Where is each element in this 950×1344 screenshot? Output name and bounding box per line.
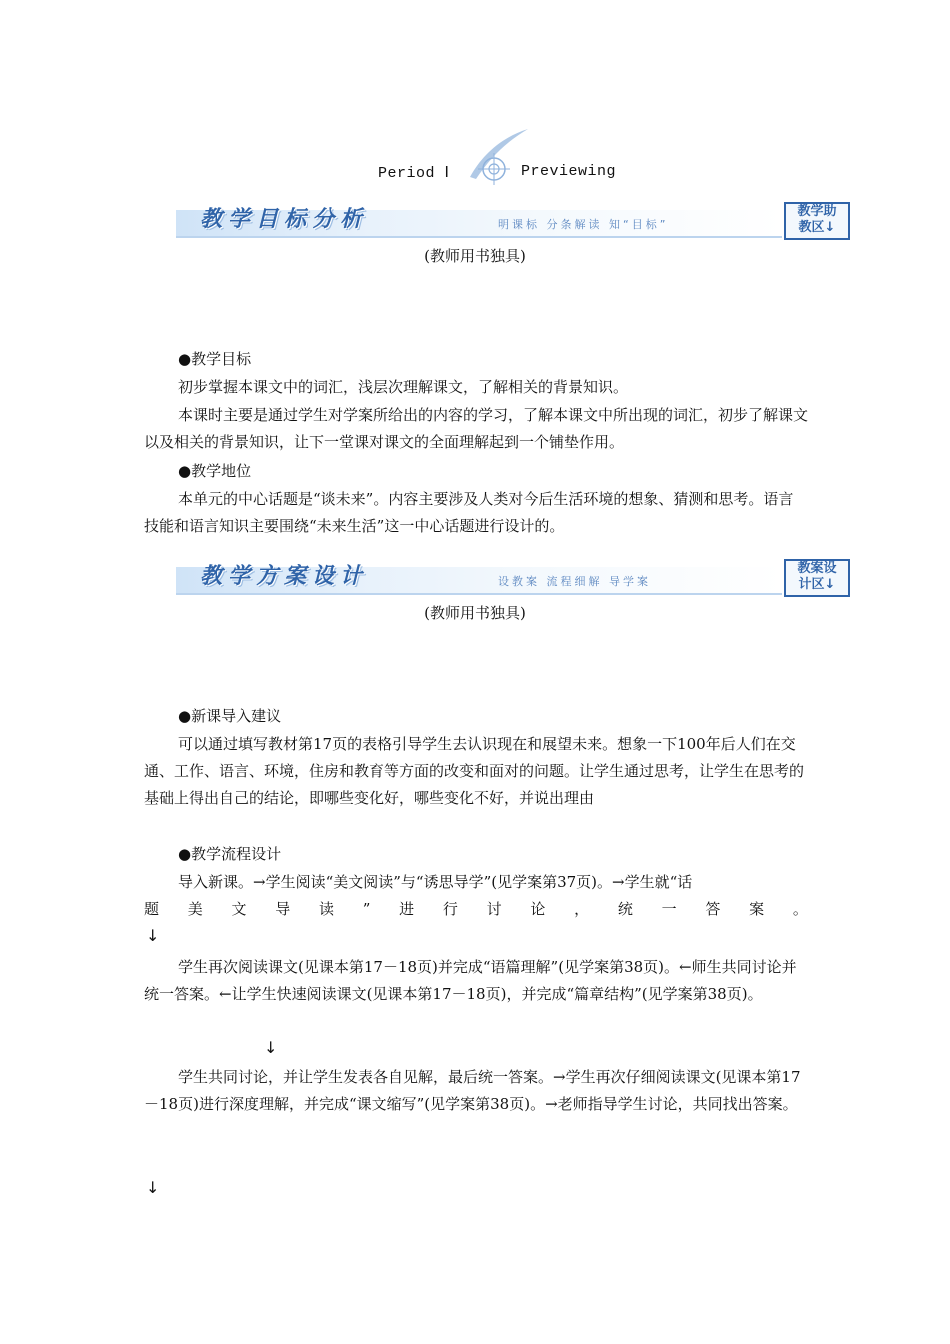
banner-zone-label xyxy=(784,559,850,597)
heading-teaching-flow: ●教学流程设计 xyxy=(178,845,282,863)
flow-line-2-char: 案 xyxy=(749,900,765,918)
flow-line-2-char: 进 xyxy=(399,900,415,918)
banner-zone-label xyxy=(784,202,850,240)
teacher-only-note: (教师用书独具) xyxy=(424,604,526,622)
period-header xyxy=(0,160,950,184)
flow-paragraph-3: 学生共同讨论，并让学生发表各自见解，最后统一答案。→学生再次仔细阅读课文(见课本第17－18页)进行深度理解，并完成“课文缩写”(见学案第38页)。→老师指导学生讨论，共同找出答案。 xyxy=(144,1068,801,1113)
teacher-only-note: (教师用书独具) xyxy=(424,247,526,265)
flow-line-2-char: 文 xyxy=(231,900,247,918)
banner-title: 教学目标分析 xyxy=(200,207,369,232)
flow-line-2-char: 讨 xyxy=(486,900,502,918)
flow-line-2-char: 论 xyxy=(530,900,546,918)
flow-line-2-char: ” xyxy=(362,900,371,918)
flow-line-2-char: ， xyxy=(574,900,590,918)
banner-zone-line2: 计区↓ xyxy=(798,577,836,592)
flow-line-2-char: 行 xyxy=(442,900,458,918)
flow-arrow-down-icon: ↓ xyxy=(146,1178,160,1197)
banner-zone-line2: 教区↓ xyxy=(798,220,836,235)
period-label: Period Ⅰ xyxy=(378,165,450,182)
section-banner-plan xyxy=(176,559,848,595)
position-paragraph: 本单元的中心话题是“谈未来”。内容主要涉及人类对今后生活环境的想象、猜测和思考。语言技能和语言知识主要围绕“未来生活”这一中心话题进行设计的。 xyxy=(144,490,794,535)
flow-line-2-char: 题 xyxy=(144,900,160,918)
flow-line-2-char: 。 xyxy=(792,900,808,918)
heading-teaching-position: ●教学地位 xyxy=(178,462,252,480)
heading-teaching-goals: ●教学目标 xyxy=(178,350,252,368)
banner-title: 教学方案设计 xyxy=(200,564,369,589)
target-emblem-icon xyxy=(462,125,532,195)
period-topic: Previewing xyxy=(521,163,617,180)
section-banner-goals xyxy=(176,202,848,238)
goals-paragraph-1: 初步掌握本课文中的词汇，浅层次理解课文，了解相关的背景知识。 xyxy=(178,378,629,396)
intro-paragraph: 可以通过填写教材第17页的表格引导学生去认识现在和展望未来。想象一下100年后人们在交通、工作、语言、环境，住房和教育等方面的改变和面对的问题。让学生通过思考，让学生在思考的基础上得出自己的结论，即哪些变化好，哪些变化不好，并说出理由 xyxy=(144,735,805,807)
flow-arrow-down-icon: ↓ xyxy=(264,1038,278,1057)
heading-intro-suggestions: ●新课导入建议 xyxy=(178,707,282,725)
flow-line-2-char: 统 xyxy=(617,900,633,918)
banner-zone-line1: 教学助 xyxy=(797,204,837,219)
flow-arrow-down-icon: ↓ xyxy=(146,926,160,945)
flow-line-1: 导入新课。→学生阅读“美文阅读”与“诱思导学”(见学案第37页)。→学生就“话 xyxy=(178,873,693,891)
flow-paragraph-2: 学生再次阅读课文(见课本第17－18页)并完成“语篇理解”(见学案第38页)。←师生共同讨论并统一答案。←让学生快速阅读课文(见课本第17－18页)，并完成“篇章结构”(见学案第38页)。 xyxy=(144,958,797,1003)
banner-subtitle: 设教案 流程细解 导学案 xyxy=(498,575,651,588)
flow-line-2-char: 一 xyxy=(661,900,677,918)
goals-paragraph-2: 本课时主要是通过学生对学案所给出的内容的学习，了解本课文中所出现的词汇，初步了解课文以及相关的背景知识，让下一堂课对课文的全面理解起到一个铺垫作用。 xyxy=(144,406,809,451)
flow-line-2 xyxy=(144,896,808,923)
banner-zone-line1: 教案设 xyxy=(797,561,837,576)
flow-line-2-char: 美 xyxy=(187,900,203,918)
banner-subtitle: 明课标 分条解读 知“目标” xyxy=(498,218,669,231)
flow-line-2-char: 答 xyxy=(705,900,721,918)
flow-line-2-char: 读 xyxy=(319,900,335,918)
flow-line-2-char: 导 xyxy=(275,900,291,918)
